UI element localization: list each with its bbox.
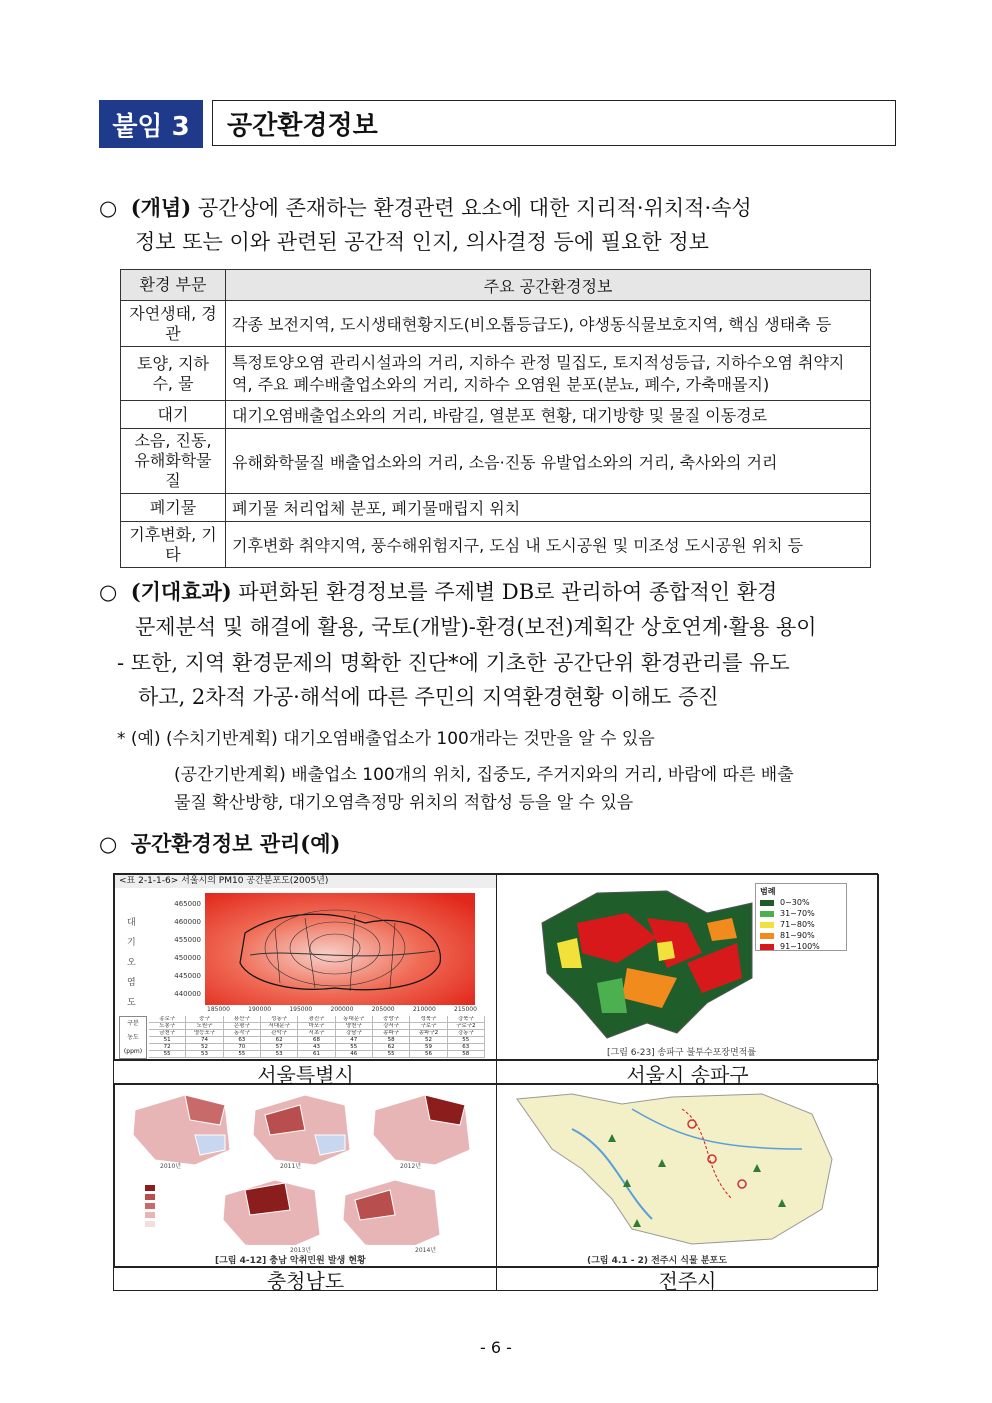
concept-line-2: 정보 또는 이와 관련된 공간적 인지, 의사결정 등에 필요한 정보 bbox=[135, 230, 709, 254]
seoul-table-cell: 광진구 bbox=[298, 1016, 335, 1023]
effect-note-3: 물질 확산방향, 대기오염측정망 위치의 적합성 등을 알 수 있음 bbox=[174, 793, 634, 813]
side-label: 농도 bbox=[127, 1034, 139, 1041]
y-tick: 455000 bbox=[174, 936, 201, 944]
seoul-table-row bbox=[149, 1023, 485, 1030]
seoul-table-row bbox=[149, 1030, 485, 1037]
page-number: - 6 - bbox=[480, 1338, 512, 1357]
seoul-table-cell: 55 bbox=[448, 1037, 485, 1044]
chungnam-legend bbox=[145, 1185, 155, 1227]
x-tick: 210000 bbox=[412, 1006, 436, 1013]
example-heading bbox=[99, 827, 340, 861]
seoul-table-cell: 63 bbox=[224, 1037, 261, 1044]
songpa-legend bbox=[755, 883, 847, 951]
seoul-table-cell: 용산구 bbox=[224, 1016, 261, 1023]
table-cell-info: 특정토양오염 관리시설과의 거리, 지하수 관정 밀집도, 토지적성등급, 지하수오염 취약지역, 주요 폐수배출업소와의 거리, 지하수 오염원 분포(분뇨, 폐수, 가축매몰지) bbox=[226, 347, 871, 401]
ylabel-char: 기 bbox=[127, 938, 136, 948]
y-tick: 445000 bbox=[174, 972, 201, 980]
x-tick: 195000 bbox=[289, 1006, 313, 1013]
seoul-table-cell: 51 bbox=[149, 1037, 186, 1044]
jeonju-figure-caption: (그림 4.1 - 2) 전주시 식물 분포도 bbox=[587, 1256, 727, 1266]
seoul-table-cell: 서초구 bbox=[298, 1030, 335, 1037]
legend-items bbox=[760, 897, 842, 952]
effect-line-2: 문제분석 및 해결에 활용, 국토(개발)-환경(보전)계획간 상호연계·활용 용이 bbox=[135, 615, 817, 639]
y-tick: 460000 bbox=[174, 918, 201, 926]
example-label: 공간환경정보 관리(예) bbox=[130, 831, 341, 856]
table-cell-category: 대기 bbox=[121, 401, 226, 429]
caption-cell bbox=[496, 1267, 877, 1293]
table-cell-info: 각종 보전지역, 도시생태현황지도(비오톱등급도), 야생동식물보호지역, 핵심 생태축 등 bbox=[226, 301, 871, 347]
seoul-table-cell: 성동구 bbox=[261, 1016, 298, 1023]
seoul-table-cell: 서대문구 bbox=[261, 1023, 298, 1030]
effect-line-1 bbox=[99, 575, 777, 609]
seoul-table-cell: 63 bbox=[448, 1044, 485, 1051]
seoul-table-cell: 구로구 bbox=[410, 1023, 447, 1030]
seoul-table-cell: 은평구 bbox=[224, 1023, 261, 1030]
seoul-table-side bbox=[119, 1016, 147, 1059]
seoul-table-cell: 동대문구 bbox=[336, 1016, 373, 1023]
legend-swatch bbox=[760, 944, 774, 950]
legend-swatch bbox=[760, 900, 774, 906]
seoul-table-cell: 종로구 bbox=[149, 1016, 186, 1023]
table-row bbox=[121, 494, 871, 522]
seoul-table-cell: 송파구2 bbox=[410, 1030, 447, 1037]
seoul-table-body bbox=[149, 1016, 485, 1058]
legend-item bbox=[760, 930, 842, 941]
seoul-table-cell: 62 bbox=[373, 1044, 410, 1051]
ylabel-char: 도 bbox=[127, 998, 136, 1008]
legend-label: 91~100% bbox=[780, 942, 820, 951]
table-cell-info: 대기오염배출업소와의 거리, 바람길, 열분포 현황, 대기방향 및 물질 이동경로 bbox=[226, 401, 871, 429]
seoul-table-row bbox=[149, 1044, 485, 1051]
seoul-table-cell: 58 bbox=[373, 1037, 410, 1044]
seoul-table-cell: 양천구 bbox=[336, 1023, 373, 1030]
seoul-table-cell: 57 bbox=[261, 1044, 298, 1051]
legend-item bbox=[760, 908, 842, 919]
jeonju-map-image bbox=[496, 1084, 879, 1267]
effect-sub-line-2: 하고, 2차적 가공·해석에 따른 주민의 지역환경현황 이해도 증진 bbox=[138, 685, 719, 709]
table-cell-info: 유해화학물질 배출업소와의 거리, 소음·진동 유발업소와의 거리, 축사와의 거리 bbox=[226, 429, 871, 494]
caption-cell bbox=[496, 1060, 877, 1087]
environment-info-table bbox=[120, 269, 871, 568]
table-header-row bbox=[121, 270, 871, 301]
jeonju-plant-distribution-map bbox=[512, 1089, 867, 1249]
table-row bbox=[121, 429, 871, 494]
table-cell-info: 기후변화 취약지역, 풍수해위험지구, 도심 내 도시공원 및 미조성 도시공원 위치 등 bbox=[226, 522, 871, 568]
seoul-table-cell: 도봉구 bbox=[149, 1023, 186, 1030]
table-row bbox=[121, 347, 871, 401]
bullet: ○ bbox=[99, 196, 118, 220]
effect-note-2: (공간기반계획) 배출업소 100개의 위치, 집중도, 주거지와의 거리, 바람에 따른 배출 bbox=[174, 765, 794, 785]
bullet: ○ bbox=[99, 580, 118, 604]
chungnam-map-2012 bbox=[373, 1095, 470, 1165]
songpa-figure-caption: [그림 6-23] 송파구 불투수포장면적률 bbox=[607, 1048, 757, 1058]
seoul-table-cell: 구로구2 bbox=[448, 1023, 485, 1030]
legend-item bbox=[760, 897, 842, 908]
y-tick: 465000 bbox=[174, 900, 201, 908]
seoul-x-ticks bbox=[207, 1006, 477, 1013]
section-title-text: 공간환경정보 bbox=[227, 110, 378, 141]
seoul-table-cell: 62 bbox=[261, 1037, 298, 1044]
songpa-impervious-map bbox=[537, 883, 757, 1043]
ylabel-char: 염 bbox=[127, 978, 136, 988]
legend-swatch bbox=[760, 911, 774, 917]
seoul-table-cell: 노원구 bbox=[186, 1023, 223, 1030]
seoul-table-row bbox=[149, 1051, 485, 1058]
legend-item bbox=[760, 919, 842, 930]
effect-text-1: 파편화된 환경정보를 주제별 DB로 관리하여 종합적인 환경 bbox=[231, 580, 778, 604]
concept-label: (개념) bbox=[130, 195, 192, 220]
seoul-table-cell: 중구 bbox=[186, 1016, 223, 1023]
seoul-table-cell: 70 bbox=[224, 1044, 261, 1051]
chungnam-figure-caption: [그림 4-12] 충남 악취민원 발생 현황 bbox=[215, 1256, 366, 1266]
legend-swatch bbox=[760, 933, 774, 939]
seoul-table-cell: 동작구 bbox=[224, 1030, 261, 1037]
seoul-table-cell: 마포구 bbox=[298, 1023, 335, 1030]
appendix-tag: 붙임 3 bbox=[99, 100, 203, 148]
seoul-table-row bbox=[149, 1016, 485, 1023]
x-tick: 215000 bbox=[454, 1006, 477, 1013]
side-label: 구분 bbox=[127, 1020, 139, 1027]
seoul-table-cell: 강동구 bbox=[448, 1030, 485, 1037]
header-info: 주요 공간환경정보 bbox=[226, 270, 871, 301]
seoul-table-cell: 58 bbox=[448, 1051, 485, 1058]
seoul-table-cell: 52 bbox=[410, 1037, 447, 1044]
seoul-table-cell: 61 bbox=[298, 1051, 335, 1058]
legend-swatch bbox=[760, 922, 774, 928]
seoul-table-cell: 성북구 bbox=[410, 1016, 447, 1023]
table-cell-category: 토양, 지하수, 물 bbox=[121, 347, 226, 401]
seoul-table-cell: 47 bbox=[336, 1037, 373, 1044]
chungnam-map-2010 bbox=[133, 1095, 230, 1165]
x-tick: 205000 bbox=[371, 1006, 395, 1013]
table-row bbox=[121, 301, 871, 347]
chungnam-map-2013 bbox=[223, 1180, 320, 1245]
caption-cell bbox=[114, 1267, 497, 1293]
concept-text-1: 공간상에 존재하는 환경관련 요소에 대한 지리적·위치적·속성 bbox=[191, 196, 752, 220]
concept-line-1 bbox=[99, 191, 752, 225]
seoul-table-cell: 영등포구 bbox=[186, 1030, 223, 1037]
year-label: 2014년 bbox=[415, 1247, 437, 1254]
seoul-table-row bbox=[149, 1037, 485, 1044]
chungnam-map-image bbox=[114, 1084, 497, 1267]
caption-jeonju: 전주시 bbox=[658, 1269, 717, 1293]
seoul-table-cell: 56 bbox=[410, 1051, 447, 1058]
seoul-table-cell: 55 bbox=[149, 1051, 186, 1058]
table-cell-category: 폐기물 bbox=[121, 494, 226, 522]
seoul-table-cell: 송파구 bbox=[373, 1030, 410, 1037]
seoul-table-cell: 53 bbox=[186, 1051, 223, 1058]
x-tick: 200000 bbox=[330, 1006, 354, 1013]
seoul-table-cell: 55 bbox=[373, 1051, 410, 1058]
seoul-table-cell: 46 bbox=[336, 1051, 373, 1058]
seoul-table-cell: 43 bbox=[298, 1044, 335, 1051]
side-label: (ppm) bbox=[123, 1048, 143, 1055]
header-category: 환경 부문 bbox=[121, 270, 226, 301]
seoul-table-cell: 강남구 bbox=[336, 1030, 373, 1037]
seoul-y-ticks bbox=[171, 895, 201, 1003]
seoul-table-cell: 55 bbox=[224, 1051, 261, 1058]
seoul-table-cell: 53 bbox=[261, 1051, 298, 1058]
table-row bbox=[121, 522, 871, 568]
legend-item bbox=[760, 941, 842, 952]
year-label: 2012년 bbox=[400, 1163, 422, 1170]
legend-label: 0~30% bbox=[780, 898, 810, 907]
caption-seoul: 서울특별시 bbox=[257, 1063, 354, 1087]
caption-songpa: 서울시 송파구 bbox=[626, 1063, 749, 1087]
seoul-table-cell: 중랑구 bbox=[373, 1016, 410, 1023]
caption-cell bbox=[114, 1060, 497, 1087]
table-cell-category: 기후변화, 기타 bbox=[121, 522, 226, 568]
songpa-map-image bbox=[496, 874, 879, 1060]
example-image-grid bbox=[113, 873, 878, 1291]
seoul-y-label bbox=[127, 913, 137, 1013]
seoul-pm10-contour-map bbox=[205, 893, 475, 1005]
legend-label: 31~70% bbox=[780, 909, 815, 918]
seoul-table-cell: 금천구 bbox=[149, 1030, 186, 1037]
bullet: ○ bbox=[99, 832, 118, 856]
legend-label: 81~90% bbox=[780, 931, 815, 940]
table-row bbox=[121, 401, 871, 429]
caption-chungnam: 충청남도 bbox=[266, 1269, 345, 1293]
y-tick: 450000 bbox=[174, 954, 201, 962]
seoul-table-cell: 강북구 bbox=[448, 1016, 485, 1023]
ylabel-char: 오 bbox=[127, 958, 136, 968]
seoul-table-cell: 72 bbox=[149, 1044, 186, 1051]
seoul-map-image bbox=[114, 874, 497, 1060]
effect-label: (기대효과) bbox=[130, 579, 232, 604]
effect-sub-line-1: - 또한, 지역 환경문제의 명확한 진단*에 기초한 공간단위 환경관리를 유도 bbox=[117, 651, 790, 675]
table-cell-category: 소음, 진동, 유해화학물질 bbox=[121, 429, 226, 494]
chungnam-map-2011 bbox=[253, 1095, 350, 1165]
ylabel-char: 대 bbox=[127, 918, 136, 928]
year-label: 2011년 bbox=[280, 1163, 302, 1170]
legend-title: 범례 bbox=[760, 887, 776, 896]
x-tick: 185000 bbox=[207, 1006, 230, 1013]
year-label: 2013년 bbox=[290, 1247, 312, 1254]
chungnam-map-2014 bbox=[343, 1180, 440, 1245]
seoul-table-cell: 68 bbox=[298, 1037, 335, 1044]
seoul-figure-title: <표 2-1-1-6> 서울시의 PM10 공간분포도(2005년) bbox=[115, 875, 497, 888]
seoul-table-cell: 74 bbox=[186, 1037, 223, 1044]
seoul-table-cell: 강서구 bbox=[373, 1023, 410, 1030]
table-cell-category: 자연생태, 경관 bbox=[121, 301, 226, 347]
seoul-table-cell: 55 bbox=[336, 1044, 373, 1051]
seoul-table-cell: 52 bbox=[186, 1044, 223, 1051]
table-cell-info: 폐기물 처리업체 분포, 폐기물매립지 위치 bbox=[226, 494, 871, 522]
seoul-table-cell: 관악구 bbox=[261, 1030, 298, 1037]
y-tick: 440000 bbox=[174, 990, 201, 998]
x-tick: 190000 bbox=[248, 1006, 272, 1013]
effect-note-1: * (예) (수치기반계획) 대기오염배출업소가 100개라는 것만을 알 수 있음 bbox=[117, 729, 655, 749]
year-label: 2010년 bbox=[160, 1163, 182, 1170]
seoul-table-cell: 59 bbox=[410, 1044, 447, 1051]
legend-label: 71~80% bbox=[780, 920, 815, 929]
section-title bbox=[212, 100, 896, 146]
